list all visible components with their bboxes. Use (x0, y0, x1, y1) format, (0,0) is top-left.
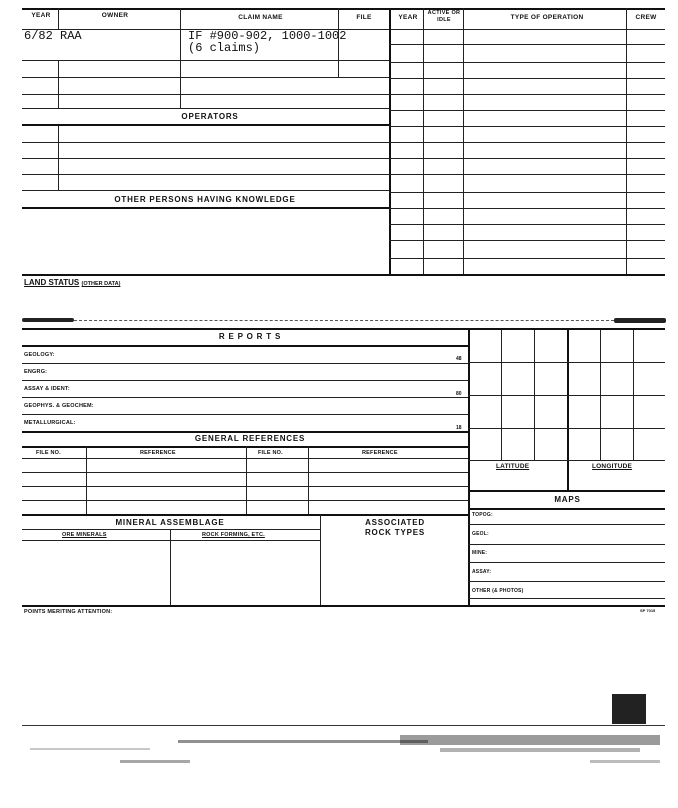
reports-title: R E P O R T S (218, 332, 282, 341)
maps-other-label: OTHER (& PHOTOS) (472, 588, 524, 594)
ref-header-reference-2: REFERENCE (362, 450, 398, 456)
ref-header-file-no-1: FILE NO. (36, 450, 61, 456)
entry-year-owner: 6/82 RAA (24, 29, 82, 43)
ref-header-file-no-2: FILE NO. (258, 450, 283, 456)
maps-title: MAPS (554, 495, 581, 504)
operators-label: OPERATORS (181, 112, 239, 121)
land-status-sub: (OTHER DATA) (81, 281, 121, 287)
report-engrg-label: ENGRG: (24, 369, 48, 375)
longitude-label: LONGITUDE (592, 463, 633, 470)
report-geophys-label: GEOPHYS. & GEOCHEM: (24, 403, 94, 409)
entry-claim-line1: IF #900-902, 1000-1002 (188, 29, 347, 43)
report-geology-label: GEOLOGY: (24, 352, 55, 358)
entry-claim-line2: (6 claims) (188, 41, 261, 55)
header-active-or-idle: ACTIVE OR IDLE (427, 10, 461, 23)
report-metallurgical-label: METALLURGICAL: (24, 420, 76, 426)
other-persons-label: OTHER PERSONS HAVING KNOWLEDGE (114, 195, 296, 204)
ref-header-reference-1: REFERENCE (140, 450, 176, 456)
points-meriting-attention-label: POINTS MERITING ATTENTION: (24, 609, 113, 615)
header-crew: CREW (635, 14, 657, 21)
header-owner: OWNER (101, 12, 129, 19)
header-type-of-operation: TYPE OF OPERATION (510, 14, 584, 21)
land-status-label (24, 278, 120, 287)
maps-geol-label: GEOL: (472, 531, 489, 537)
associated-label: ASSOCIATED (365, 518, 425, 527)
maps-mine-label: MINE: (472, 550, 488, 556)
report-assay-label: ASSAY & IDENT: (24, 386, 70, 392)
report-assay-num: 80 (456, 391, 462, 397)
rock-forming-label: ROCK FORMING, ETC. (202, 532, 265, 538)
header-year-2: YEAR (398, 14, 418, 21)
header-claim-name: CLAIM NAME (238, 14, 283, 21)
maps-topog-label: TOPOG: (472, 512, 493, 518)
report-geology-num: 48 (456, 356, 462, 362)
header-file: FILE (356, 14, 372, 21)
rock-types-label: ROCK TYPES (364, 528, 425, 537)
report-metallurgical-num: 18 (456, 425, 462, 431)
maps-assay-label: ASSAY: (472, 569, 492, 575)
header-year: YEAR (31, 12, 51, 19)
land-status-title: LAND STATUS (24, 278, 80, 287)
form-number: SP 7015 (640, 608, 656, 613)
latitude-label: LATITUDE (496, 463, 530, 470)
mineral-assemblage-title: MINERAL ASSEMBLAGE (115, 518, 225, 527)
general-references-title: GENERAL REFERENCES (194, 434, 306, 443)
ore-minerals-label: ORE MINERALS (62, 532, 107, 538)
